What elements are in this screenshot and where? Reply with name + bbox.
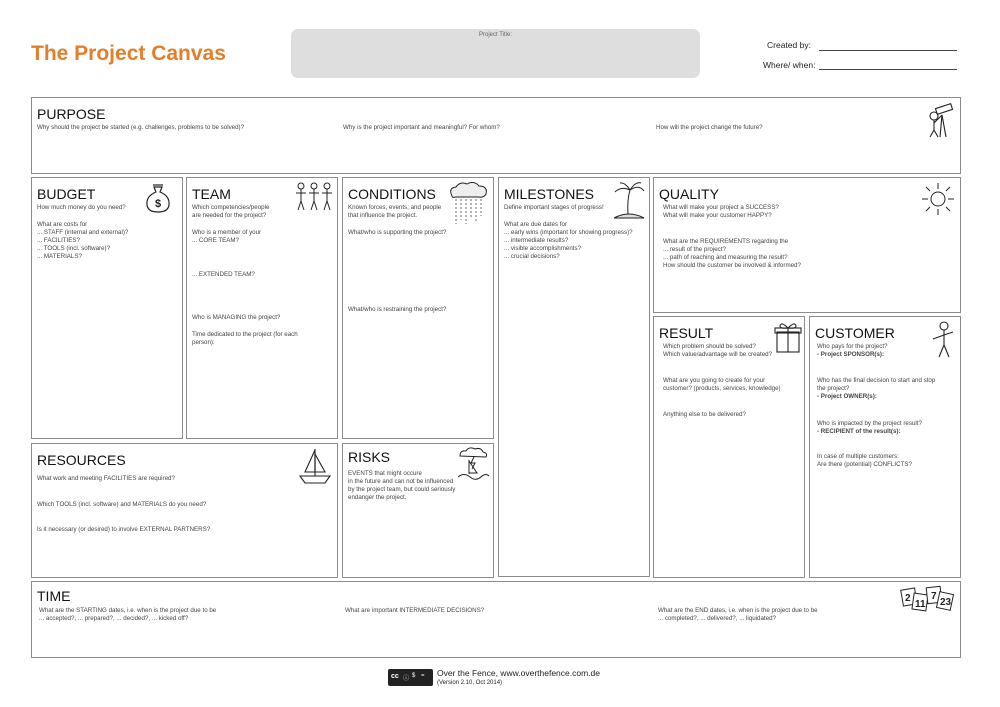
quality-q1: What will make your project a SUCCESS? What will make your customer HAPPY? xyxy=(663,204,779,220)
three-people-icon xyxy=(294,181,334,213)
customer-q3a: Who is impacted by the project result? xyxy=(817,420,922,427)
team-section[interactable] xyxy=(186,177,338,439)
footer-credit: Over the Fence, www.overthefence.com.de xyxy=(437,668,600,678)
sun-icon xyxy=(920,181,956,217)
purpose-q3: How will the project change the future? xyxy=(656,124,763,131)
risks-section[interactable] xyxy=(342,443,494,578)
resources-section[interactable] xyxy=(31,443,338,578)
result-title: RESULT xyxy=(659,325,714,341)
result-q3: Anything else to be delivered? xyxy=(663,411,746,418)
palm-island-icon xyxy=(611,180,647,220)
budget-q2: What are costs for ... STAFF (internal and external)? ... FACILITIES? ... TOOLS (incl. software)? ... MATERIALS? xyxy=(37,221,129,261)
customer-q3b: - RECIPIENT of the result(s): xyxy=(817,428,901,435)
calendar-pages-icon xyxy=(900,585,956,617)
team-q2: Who is a member of your ... CORE TEAM? xyxy=(192,229,262,245)
resources-q3: Is it necessary (or desired) to involve EXTERNAL PARTNERS? xyxy=(37,526,211,533)
team-q4: Who is MANAGING the project? xyxy=(192,314,281,321)
customer-q2a: Who has the final decision to start and stop the project? xyxy=(817,377,936,393)
customer-q1b: - Project SPONSOR(s): xyxy=(817,351,885,358)
resources-q2: Which TOOLS (incl. software) and MATERIALS do you need? xyxy=(37,501,207,508)
purpose-q2: Why is the project important and meaningful? For whom? xyxy=(343,124,500,131)
conditions-q1: Known forces, events, and people that influence the project. xyxy=(348,204,442,220)
result-section[interactable] xyxy=(653,316,805,578)
purpose-q1: Why should the project be started (e.g. challenges, problems to be solved)? xyxy=(37,124,245,131)
conditions-section[interactable] xyxy=(342,177,494,439)
svg-text:7: 7 xyxy=(931,591,937,602)
time-q1: What are the STARTING dates, i.e. when is the project due to be ... accepted?, ... prepared?, ... decided?, ... kicked off? xyxy=(39,607,217,623)
person-icon xyxy=(930,320,956,360)
milestones-section[interactable] xyxy=(498,177,650,577)
risks-title: RISKS xyxy=(348,449,391,465)
where-when-field[interactable] xyxy=(819,59,957,70)
svg-text:11: 11 xyxy=(915,599,926,610)
svg-text:23: 23 xyxy=(940,597,952,608)
milestones-title: MILESTONES xyxy=(504,186,594,202)
customer-title: CUSTOMER xyxy=(815,325,895,341)
created-by-field[interactable] xyxy=(819,40,957,51)
customer-q4: In case of multiple customers: Are there (potential) CONFLICTS? xyxy=(817,453,912,469)
result-q2: What are you going to create for your customer? (products, services, knowledge) xyxy=(663,377,781,393)
money-bag-icon xyxy=(143,181,173,213)
resources-q1: What work and meeting FACILITIES are required? xyxy=(37,475,175,482)
budget-title: BUDGET xyxy=(37,186,96,202)
quality-title: QUALITY xyxy=(659,186,719,202)
conditions-q3: What/who is restraining the project? xyxy=(348,306,447,313)
created-by-row xyxy=(767,40,811,50)
where-when-label: Where/ when: xyxy=(763,60,816,70)
customer-section[interactable] xyxy=(809,316,961,578)
milestones-q1: Define important stages of progress! xyxy=(504,204,604,211)
team-q5: Time dedicated to the project (for each person): xyxy=(192,331,298,347)
sailboat-icon xyxy=(297,446,333,486)
quality-q2: What are the REQUIREMENTS regarding the ... result of the project? ... path of reaching and measuring the result? How should the customer be involved & informed? xyxy=(663,238,801,270)
where-when-row xyxy=(763,60,815,70)
budget-section[interactable] xyxy=(31,177,183,439)
team-title: TEAM xyxy=(192,186,231,202)
team-q3: ... EXTENDED TEAM? xyxy=(192,271,255,278)
telescope-person-icon xyxy=(922,103,956,139)
purpose-section[interactable] xyxy=(31,97,961,174)
time-title: TIME xyxy=(37,588,71,604)
customer-q2b: - Project OWNER(s): xyxy=(817,393,877,400)
storm-boat-icon xyxy=(455,446,491,482)
purpose-title: PURPOSE xyxy=(37,106,106,122)
time-section[interactable] xyxy=(31,581,961,658)
gift-box-icon xyxy=(774,320,802,354)
resources-title: RESOURCES xyxy=(37,452,126,468)
project-title-field[interactable] xyxy=(291,29,700,78)
budget-q1: How much money do you need? xyxy=(37,204,126,211)
project-title-label: Project Title: xyxy=(478,32,512,38)
creative-commons-icon[interactable]: cc ⓘ $ = xyxy=(388,669,433,686)
time-q2: What are important INTERMEDIATE DECISIONS? xyxy=(345,607,485,614)
customer-q1a: Who pays for the project? xyxy=(817,343,888,350)
svg-text:$: $ xyxy=(154,198,162,210)
risks-q1: EVENTS that might occure in the future and can not be influenced by the project team, but could seriously endanger the project. xyxy=(348,470,456,502)
conditions-q2: What/who is supporting the project? xyxy=(348,229,447,236)
quality-section[interactable] xyxy=(653,177,961,313)
footer-version: (Version 2.10, Oct 2014) xyxy=(437,680,503,686)
conditions-title: CONDITIONS xyxy=(348,186,436,202)
milestones-q2: What are due dates for ... early wins (important for showing progress)? ... intermediate results? ... visible accomplishments? ... crucial decisions? xyxy=(504,221,633,261)
rain-cloud-icon xyxy=(446,180,490,226)
created-by-label: Created by: xyxy=(767,40,811,50)
result-q1: Which problem should be solved? Which value/advantage will be created? xyxy=(663,343,773,359)
canvas-title: The Project Canvas xyxy=(31,42,226,65)
svg-text:2: 2 xyxy=(905,593,911,604)
team-q1: Which competencies/people are needed for the project? xyxy=(192,204,270,220)
time-q3: What are the END dates, i.e. when is the project due to be ... completed?, ... delivered?, ... liquidated? xyxy=(658,607,818,623)
